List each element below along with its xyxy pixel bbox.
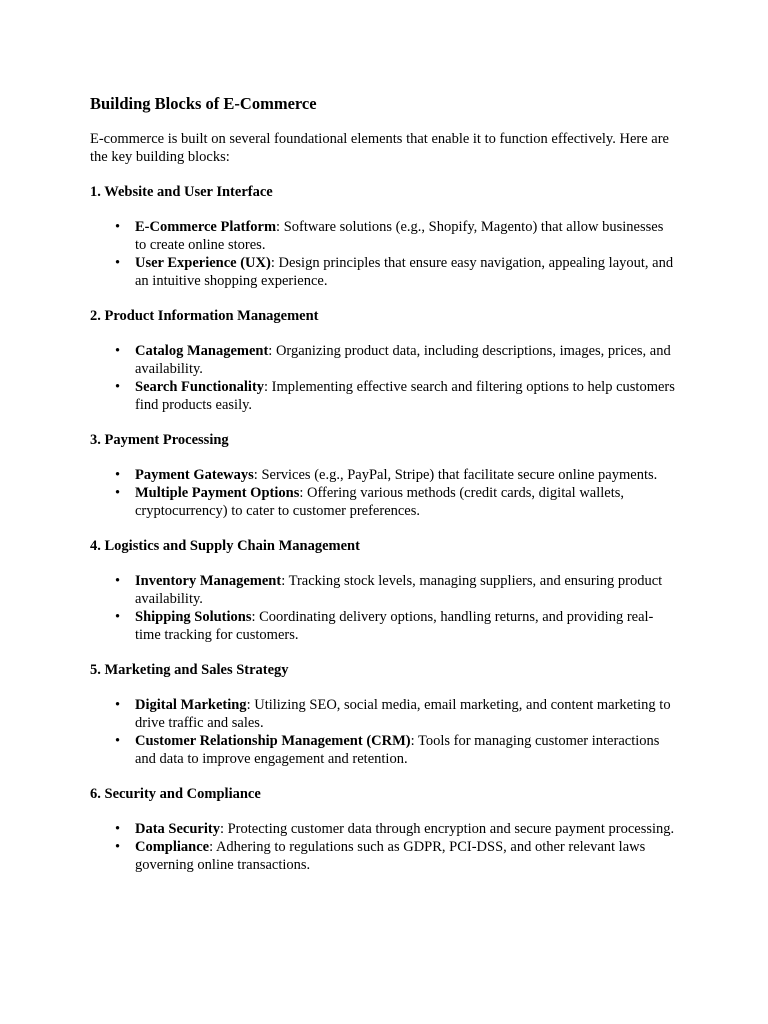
list-item xyxy=(90,254,678,290)
item-term: E-Commerce Platform xyxy=(135,219,277,235)
bullet-list xyxy=(90,342,678,414)
section-heading: 4. Logistics and Supply Chain Management xyxy=(90,538,360,554)
section-3 xyxy=(90,431,678,520)
item-description: : Offering various methods (credit cards, digital wallets, cryptocurrency) to cater to customer preferences. xyxy=(135,485,625,519)
item-description: : Tracking stock levels, managing suppliers, and ensuring product availability. xyxy=(135,573,663,607)
bullet-icon: • xyxy=(115,379,121,395)
bullet-icon: • xyxy=(115,609,121,625)
list-item xyxy=(90,572,678,608)
section-heading: 2. Product Information Management xyxy=(90,308,319,324)
item-description: : Coordinating delivery options, handling returns, and providing real-time tracking for customers. xyxy=(135,609,654,643)
bullet-icon: • xyxy=(115,343,121,359)
bullet-list xyxy=(90,572,678,644)
section-heading: 5. Marketing and Sales Strategy xyxy=(90,662,289,678)
bullet-icon: • xyxy=(115,467,121,483)
section-heading: 3. Payment Processing xyxy=(90,432,229,448)
list-item xyxy=(90,820,678,838)
item-description: : Utilizing SEO, social media, email marketing, and content marketing to drive traffic and sales. xyxy=(135,697,671,731)
bullet-icon: • xyxy=(115,733,121,749)
bullet-icon: • xyxy=(115,697,121,713)
item-term: Shipping Solutions xyxy=(135,609,252,625)
item-description: : Organizing product data, including descriptions, images, prices, and availability. xyxy=(135,343,671,377)
list-item xyxy=(90,378,678,414)
item-term: Customer Relationship Management (CRM) xyxy=(135,733,411,749)
bullet-list xyxy=(90,466,678,520)
list-item xyxy=(90,696,678,732)
item-description: : Services (e.g., PayPal, Stripe) that facilitate secure online payments. xyxy=(253,467,658,483)
item-term: Inventory Management xyxy=(135,573,282,589)
bullet-icon: • xyxy=(115,821,121,837)
section-6 xyxy=(90,785,678,874)
item-description: : Tools for managing customer interactions and data to improve engagement and retention. xyxy=(135,733,660,767)
bullet-icon: • xyxy=(115,219,121,235)
list-item xyxy=(90,484,678,520)
item-term: Payment Gateways xyxy=(135,467,254,483)
section-1 xyxy=(90,183,678,290)
bullet-icon: • xyxy=(115,839,121,855)
section-2 xyxy=(90,307,678,414)
item-term: Search Functionality xyxy=(135,379,265,395)
item-description: : Adhering to regulations such as GDPR, PCI-DSS, and other relevant laws governing online transactions. xyxy=(135,839,646,873)
item-term: Data Security xyxy=(135,821,220,837)
item-term: User Experience (UX) xyxy=(135,255,271,271)
item-term: Multiple Payment Options xyxy=(135,485,300,501)
document-title: Building Blocks of E-Commerce xyxy=(90,94,317,113)
bullet-list xyxy=(90,218,678,290)
list-item xyxy=(90,218,678,254)
bullet-list xyxy=(90,696,678,768)
intro-paragraph: E-commerce is built on several foundational elements that enable it to function effectively. Here are the key building blocks: xyxy=(90,131,669,165)
bullet-list xyxy=(90,820,678,874)
item-description: : Protecting customer data through encryption and secure payment processing. xyxy=(219,821,675,837)
list-item xyxy=(90,342,678,378)
section-heading: 6. Security and Compliance xyxy=(90,786,261,802)
list-item xyxy=(90,838,678,874)
bullet-icon: • xyxy=(115,573,121,589)
item-term: Catalog Management xyxy=(135,343,269,359)
list-item xyxy=(90,608,678,644)
bullet-icon: • xyxy=(115,485,121,501)
bullet-icon: • xyxy=(115,255,121,271)
item-description: : Implementing effective search and filtering options to help customers find products easily. xyxy=(135,379,675,413)
section-heading: 1. Website and User Interface xyxy=(90,184,273,200)
section-4 xyxy=(90,537,678,644)
item-description: : Software solutions (e.g., Shopify, Magento) that allow businesses to create online stores. xyxy=(135,219,664,253)
item-term: Digital Marketing xyxy=(135,697,247,713)
item-description: : Design principles that ensure easy navigation, appealing layout, and an intuitive shopping experience. xyxy=(135,255,674,289)
list-item xyxy=(90,732,678,768)
item-term: Compliance xyxy=(135,839,210,855)
section-5 xyxy=(90,661,678,768)
list-item xyxy=(90,466,678,484)
